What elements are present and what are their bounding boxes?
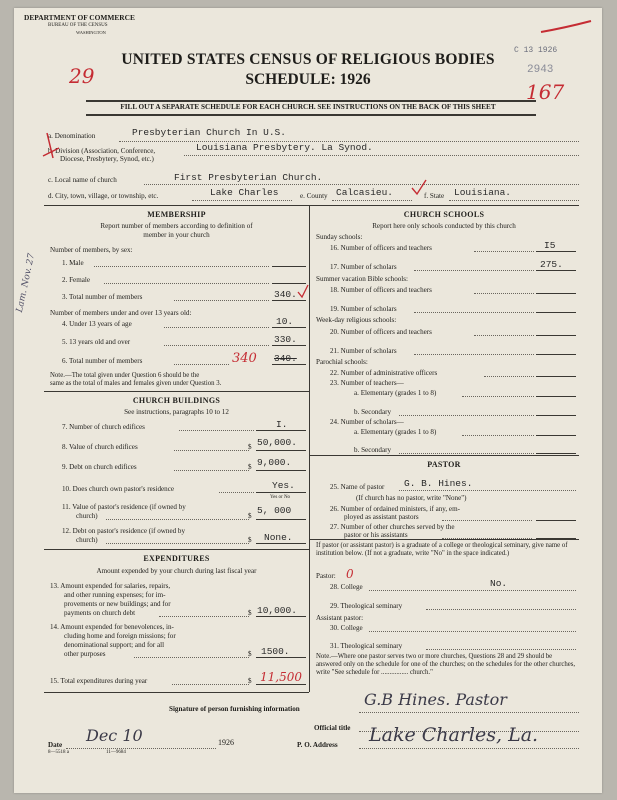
received-number-stamp: 2943 (527, 64, 554, 76)
weekday-schools-heading: Week-day religious schools: (316, 316, 397, 324)
q12-value: None. (264, 532, 293, 543)
division-value: Louisiana Presbytery. La Synod. (196, 142, 373, 153)
city-town-value: Lake Charles (210, 187, 279, 198)
red-check-mark (539, 18, 594, 38)
q6-hand-value: 340 (232, 351, 257, 366)
parochial-schools-heading: Parochial schools: (316, 358, 368, 366)
po-address-value: Lake Charles, La. (369, 724, 539, 746)
q13-label-4: payments on church debt (64, 609, 136, 617)
q16-label: 16. Number of officers and teachers (330, 244, 432, 252)
q13-label-1: 13. Amount expended for salaries, repairs, (50, 582, 171, 590)
yes-or-no-hint: Yes or No (270, 495, 291, 500)
division-label: b. Division (Association, Conference, (48, 147, 156, 155)
q27-label-1: 27. Number of other churches served by the (330, 523, 455, 531)
q15-total-label: 15. Total expenditures during year (50, 677, 148, 685)
schedule-title: SCHEDULE: 1926 (245, 71, 371, 88)
q11-residence-value-label: 11. Value of pastor's residence (if owned by (62, 503, 186, 511)
expenditures-subtitle: Amount expended by your church during last fiscal year (96, 567, 257, 575)
members-by-sex-label: Number of members, by sex: (50, 246, 133, 254)
q9-debt-label: 9. Debt on church edifices (62, 463, 137, 471)
city-town-label: d. City, town, village, or township, etc. (48, 192, 159, 200)
church-buildings-subtitle: See instructions, paragraphs 10 to 12 (124, 408, 229, 416)
q8-value: 50,000. (257, 437, 297, 448)
q12-residence-debt-label: 12. Debt on pastor's residence (if owned by (62, 527, 186, 535)
print-number: 11—9684 (106, 750, 126, 755)
denomination-value: Presbyterian Church In U.S. (132, 127, 286, 138)
church-schools-title: CHURCH SCHOOLS (403, 210, 485, 219)
expenditures-title: EXPENDITURES (143, 554, 210, 563)
q8-value-label: 8. Value of church edifices (62, 443, 138, 451)
county-value: Calcasieu. (336, 187, 394, 198)
pastor-title: PASTOR (427, 460, 461, 469)
pastor-red-zero: 0 (346, 567, 354, 581)
q10-residence-label: 10. Does church own pastor's residence (62, 485, 174, 493)
church-schools-subtitle: Report here only schools conducted by this church (372, 222, 516, 230)
q10-residence-value: Yes. (272, 480, 295, 491)
membership-subtitle-2: member in your church (143, 231, 210, 239)
q30-label: 30. College (330, 624, 363, 632)
q16-value: I5 (544, 240, 556, 251)
q6-total-label: 6. Total number of members (62, 357, 143, 365)
membership-subtitle-1: Report number of members according to definition of (100, 222, 253, 230)
margin-pencil-note: Lam. Nov. 27 (14, 252, 38, 314)
signature-label: Signature of person furnishing information (169, 705, 300, 713)
q6-total-value: 340. (274, 353, 297, 364)
membership-note-1: Note.—The total given under Question 6 should be the (50, 372, 200, 379)
q13-value: 10,000. (257, 605, 297, 616)
q14-label-3: denominational support; and for all (64, 641, 165, 649)
date-value: Dec 10 (86, 726, 143, 745)
bureau-label: BUREAU OF THE CENSUS (48, 23, 108, 28)
q15-dollar-sign: $ (248, 677, 252, 685)
q9-dollar-sign: $ (248, 463, 252, 471)
summer-schools-heading: Summer vacation Bible schools: (316, 275, 409, 283)
q19-label: 19. Number of scholars (330, 305, 397, 313)
q17-label: 17. Number of scholars (330, 263, 397, 271)
denomination-label: a. Denomination (48, 132, 96, 140)
hand-number-right: 167 (526, 80, 565, 104)
department-label: DEPARTMENT OF COMMERCE (24, 13, 135, 22)
q13-dollar-sign: $ (248, 609, 252, 617)
census-schedule-sheet (14, 8, 602, 793)
signature-value: G.B Hines. Pastor (364, 690, 507, 709)
local-name-value: First Presbyterian Church. (174, 172, 323, 183)
q14-value: 1500. (261, 646, 290, 657)
q9-value: 9,000. (257, 457, 292, 468)
po-address-label: P. O. Address (297, 741, 338, 749)
q21-label: 21. Number of scholars (330, 347, 397, 355)
instruction-banner: FILL OUT A SEPARATE SCHEDULE FOR EACH CHURCH. SEE INSTRUCTIONS ON THE BACK OF THIS SHEET (120, 103, 496, 111)
q25-value: G. B. Hines. (404, 478, 473, 489)
q8-dollar-sign: $ (248, 443, 252, 451)
official-title-label: Official title (314, 724, 351, 732)
q22-label: 22. Number of administrative officers (330, 369, 438, 377)
q1-male-label: 1. Male (62, 259, 84, 267)
q14-label-1: 14. Amount expended for benevolences, in- (50, 623, 174, 631)
q25-note: (If church has no pastor, write "None") (356, 494, 467, 502)
q2-female-label: 2. Female (62, 276, 90, 284)
assistant-pastor-label: Assistant pastor: (316, 614, 364, 622)
q24b-label: b. Secondary (354, 446, 392, 454)
q23-label: 23. Number of teachers— (330, 379, 404, 387)
q3-check-mark (296, 284, 310, 300)
q12-residence-debt-label-2: church) (76, 536, 98, 544)
q11-value: 5, 000 (257, 505, 292, 516)
division-label-2: Diocese, Presbytery, Synod, etc.) (60, 155, 154, 163)
q25-label: 25. Name of pastor (330, 483, 385, 491)
q28-label: 28. College (330, 583, 363, 591)
date-year: 1926 (218, 738, 234, 747)
q11-dollar-sign: $ (248, 512, 252, 520)
q17-value: 275. (540, 259, 563, 270)
q23b-label: b. Secondary (354, 408, 392, 416)
q31-label: 31. Theological seminary (330, 642, 403, 650)
pastor-note: Note.—Where one pastor serves two or more churches, Questions 28 and 29 should be answered only on the schedule for one of the churches; on the schedules for the other churches, write "See schedule for ................ church." (316, 653, 576, 676)
county-label: e. County (300, 192, 328, 200)
q4-under-13-label: 4. Under 13 years of age (62, 320, 132, 328)
age-heading: Number of members under and over 13 years old: (50, 309, 192, 317)
local-name-label: c. Local name of church (48, 176, 117, 184)
q24-label: 24. Number of scholars— (330, 418, 404, 426)
margin-red-marks (39, 128, 69, 183)
membership-note-2: same as the total of males and females given under Question 3. (50, 380, 222, 387)
q28-value: No. (490, 578, 508, 589)
q13-label-2: and other running expenses; for im- (64, 591, 166, 599)
form-title: UNITED STATES CENSUS OF RELIGIOUS BODIES (121, 51, 495, 68)
q23a-label: a. Elementary (grades 1 to 8) (354, 389, 437, 397)
q5-over-13-value: 330. (274, 334, 297, 345)
hand-number-left: 29 (69, 64, 95, 88)
church-buildings-title: CHURCH BUILDINGS (132, 396, 221, 405)
pastor-sub-label: Pastor: (316, 572, 336, 580)
city-label: WASHINGTON (76, 30, 106, 35)
q20-label: 20. Number of officers and teachers (330, 328, 432, 336)
q13-label-3: provements or new buildings; and for (64, 600, 171, 608)
q26-label-2: ployed as assistant pastors (344, 513, 419, 521)
q14-label-2: cluding home and foreign missions; for (64, 632, 176, 640)
q12-dollar-sign: $ (248, 536, 252, 544)
received-date-stamp: C 13 1926 (514, 46, 558, 55)
state-value: Louisiana. (454, 187, 512, 198)
q3-total-label: 3. Total number of members (62, 293, 143, 301)
q14-dollar-sign: $ (248, 650, 252, 658)
graduate-note: If pastor (or assistant pastor) is a graduate of a college or theological seminary, give name of institution below. (If not a graduate, write "No" in the space indicated.) (316, 542, 568, 557)
q5-over-13-label: 5. 13 years old and over (62, 338, 131, 346)
q18-label: 18. Number of officers and teachers (330, 286, 432, 294)
q24a-label: a. Elementary (grades 1 to 8) (354, 428, 437, 436)
q3-total-value: 340. (274, 289, 297, 300)
q4-under-13-value: 10. (276, 316, 294, 327)
form-number: 8—5518 a (48, 750, 69, 755)
q29-label: 29. Theological seminary (330, 602, 403, 610)
county-check-mark (409, 178, 429, 198)
q11-residence-value-label-2: church) (76, 512, 98, 520)
state-label: f. State (424, 192, 445, 200)
membership-title: MEMBERSHIP (147, 210, 206, 219)
q15-value: 11,500 (260, 670, 302, 684)
q27-label-2: pastor or his assistants (344, 531, 408, 539)
q7-edifices-value: I. (276, 419, 288, 430)
sunday-schools-heading: Sunday schools: (316, 233, 363, 241)
q26-label-1: 26. Number of ordained ministers, if any, em- (330, 505, 460, 513)
q14-label-4: other purposes (64, 650, 106, 658)
q7-edifices-label: 7. Number of church edifices (62, 423, 145, 431)
date-label: Date (48, 741, 63, 749)
